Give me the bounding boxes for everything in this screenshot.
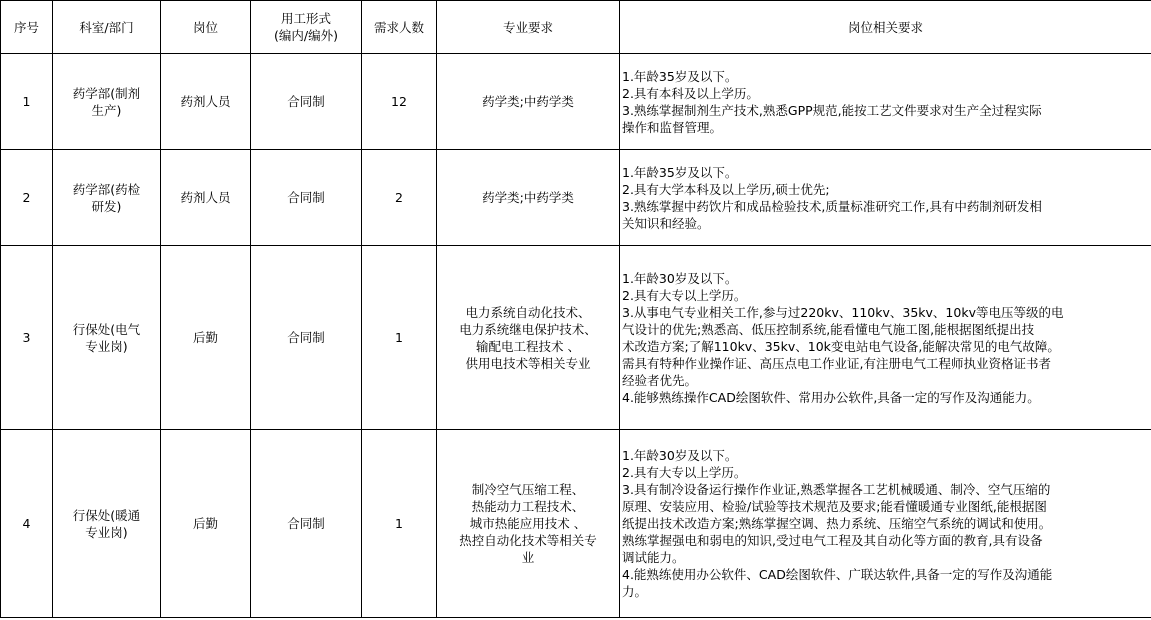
requirement-line: 3.从事电气专业相关工作,参与过220kv、110kv、35kv、10kv等电压等级的电 xyxy=(622,304,1064,320)
major-line: 城市热能应用技术 、 xyxy=(469,516,587,531)
cell-dept xyxy=(53,54,161,150)
cell-count: 1 xyxy=(362,430,437,618)
dept-line: 专业岗) xyxy=(85,524,128,540)
cell-employment: 合同制 xyxy=(251,430,362,618)
cell-requirements xyxy=(620,150,1151,246)
requirement-line: 1.年龄30岁及以下。 xyxy=(622,270,738,286)
header-count: 需求人数 xyxy=(362,1,437,54)
header-post: 岗位 xyxy=(161,1,251,54)
cell-dept xyxy=(53,150,161,246)
cell-major xyxy=(437,54,620,150)
cell-post: 药剂人员 xyxy=(161,150,251,246)
header-no: 序号 xyxy=(1,1,53,54)
major-line: 输配电工程技术 、 xyxy=(476,338,580,354)
dept-line: 研发) xyxy=(91,198,122,214)
requirement-line: 3.熟练掌握中药饮片和成品检验技术,质量标准研究工作,具有中药制剂研发相 xyxy=(622,198,1042,214)
cell-no: 4 xyxy=(1,430,53,618)
requirement-line: 术改造方案;了解110kv、35kv、10k变电站电气设备,能解决常见的电气故障。 xyxy=(622,338,1060,354)
cell-dept xyxy=(53,430,161,618)
requirement-line: 经验者优先。 xyxy=(622,372,698,388)
requirement-line: 4.能够熟练操作CAD绘图软件、常用办公软件,具备一定的写作及沟通能力。 xyxy=(622,389,1040,405)
dept-line: 药学部(制剂 xyxy=(72,85,141,101)
requirement-line: 2.具有大专以上学历。 xyxy=(622,465,747,480)
cell-employment: 合同制 xyxy=(251,246,362,430)
major-line: 业 xyxy=(521,550,535,565)
requirement-line: 关知识和经验。 xyxy=(622,215,710,231)
major-line: 电力系统自动化技术、 xyxy=(465,304,591,320)
cell-post: 后勤 xyxy=(161,246,251,430)
requirement-line: 原理、安装应用、检验/试验等技术规范及要求;能看懂暖通专业图纸,能根据图 xyxy=(622,499,1047,514)
cell-employment: 合同制 xyxy=(251,150,362,246)
cell-post: 后勤 xyxy=(161,430,251,618)
dept-line: 专业岗) xyxy=(85,338,128,354)
cell-major xyxy=(437,150,620,246)
header-requirements: 岗位相关要求 xyxy=(620,1,1151,54)
requirement-line: 4.能熟练使用办公软件、CAD绘图软件、广联达软件,具备一定的写作及沟通能 xyxy=(622,567,1053,582)
major-line: 热控自动化技术等相关专 xyxy=(459,533,597,548)
requirement-line: 3.具有制冷设备运行操作作业证,熟悉掌握各工艺机械暖通、制冷、空气压缩的 xyxy=(622,482,1051,497)
requirement-line: 1.年龄35岁及以下。 xyxy=(622,164,738,180)
table-row xyxy=(1,54,1151,150)
major-line: 热能动力工程技术、 xyxy=(471,499,585,514)
cell-major xyxy=(437,430,620,618)
cell-count: 12 xyxy=(362,54,437,150)
cell-requirements xyxy=(620,246,1151,430)
requirement-line: 1.年龄35岁及以下。 xyxy=(622,68,738,84)
dept-line: 生产) xyxy=(91,102,122,118)
requirement-line: 气设计的优先;熟悉高、低压控制系统,能看懂电气施工图,能根据图纸提出技 xyxy=(622,321,1035,337)
cell-count: 1 xyxy=(362,246,437,430)
cell-requirements xyxy=(620,430,1151,618)
cell-requirements xyxy=(620,54,1151,150)
dept-line: 行保处(暖通 xyxy=(72,507,141,523)
major-line: 电力系统继电保护技术、 xyxy=(459,321,597,337)
requirement-line: 调试能力。 xyxy=(622,550,685,565)
cell-employment: 合同制 xyxy=(251,54,362,150)
requirement-line: 2.具有大专以上学历。 xyxy=(622,287,747,303)
requirement-line: 熟练掌握强电和弱电的知识,受过电气工程及其自动化等方面的教育,具有设备 xyxy=(622,533,1043,548)
table-row xyxy=(1,246,1151,430)
header-dept: 科室/部门 xyxy=(53,1,161,54)
dept-line: 行保处(电气 xyxy=(72,321,141,337)
dept-line: 药学部(药检 xyxy=(72,181,141,197)
header-employment-line1: 用工形式 xyxy=(280,11,331,26)
major-line: 供用电技术等相关专业 xyxy=(465,355,591,371)
requirement-line: 2.具有本科及以上学历。 xyxy=(622,85,759,101)
major-line: 药学类;中药学类 xyxy=(482,94,574,109)
requirement-line: 纸提出技术改造方案;熟练掌握空调、热力系统、压缩空气系统的调试和使用。 xyxy=(622,516,1052,531)
header-employment-line2: (编内/编外) xyxy=(274,28,338,43)
cell-count: 2 xyxy=(362,150,437,246)
requirement-line: 2.具有大学本科及以上学历,硕士优先; xyxy=(622,181,830,197)
requirement-line: 需具有特种作业操作证、高压点电工作业证,有注册电气工程师执业资格证书者 xyxy=(622,355,1051,371)
cell-post: 药剂人员 xyxy=(161,54,251,150)
header-employment xyxy=(251,1,362,54)
requirement-line: 1.年龄30岁及以下。 xyxy=(622,448,738,463)
header-major: 专业要求 xyxy=(437,1,620,54)
requirement-line: 力。 xyxy=(622,584,648,599)
cell-no: 2 xyxy=(1,150,53,246)
cell-no: 1 xyxy=(1,54,53,150)
major-line: 制冷空气压缩工程、 xyxy=(471,482,585,497)
requirement-line: 3.熟练掌握制剂生产技术,熟悉GPP规范,能按工艺文件要求对生产全过程实际 xyxy=(622,102,1042,118)
cell-major xyxy=(437,246,620,430)
requirement-line: 操作和监督管理。 xyxy=(622,119,723,135)
major-line: 药学类;中药学类 xyxy=(482,190,574,205)
table-row xyxy=(1,430,1151,618)
cell-dept xyxy=(53,246,161,430)
table-header-row xyxy=(1,1,1151,54)
cell-no: 3 xyxy=(1,246,53,430)
table-row xyxy=(1,150,1151,246)
